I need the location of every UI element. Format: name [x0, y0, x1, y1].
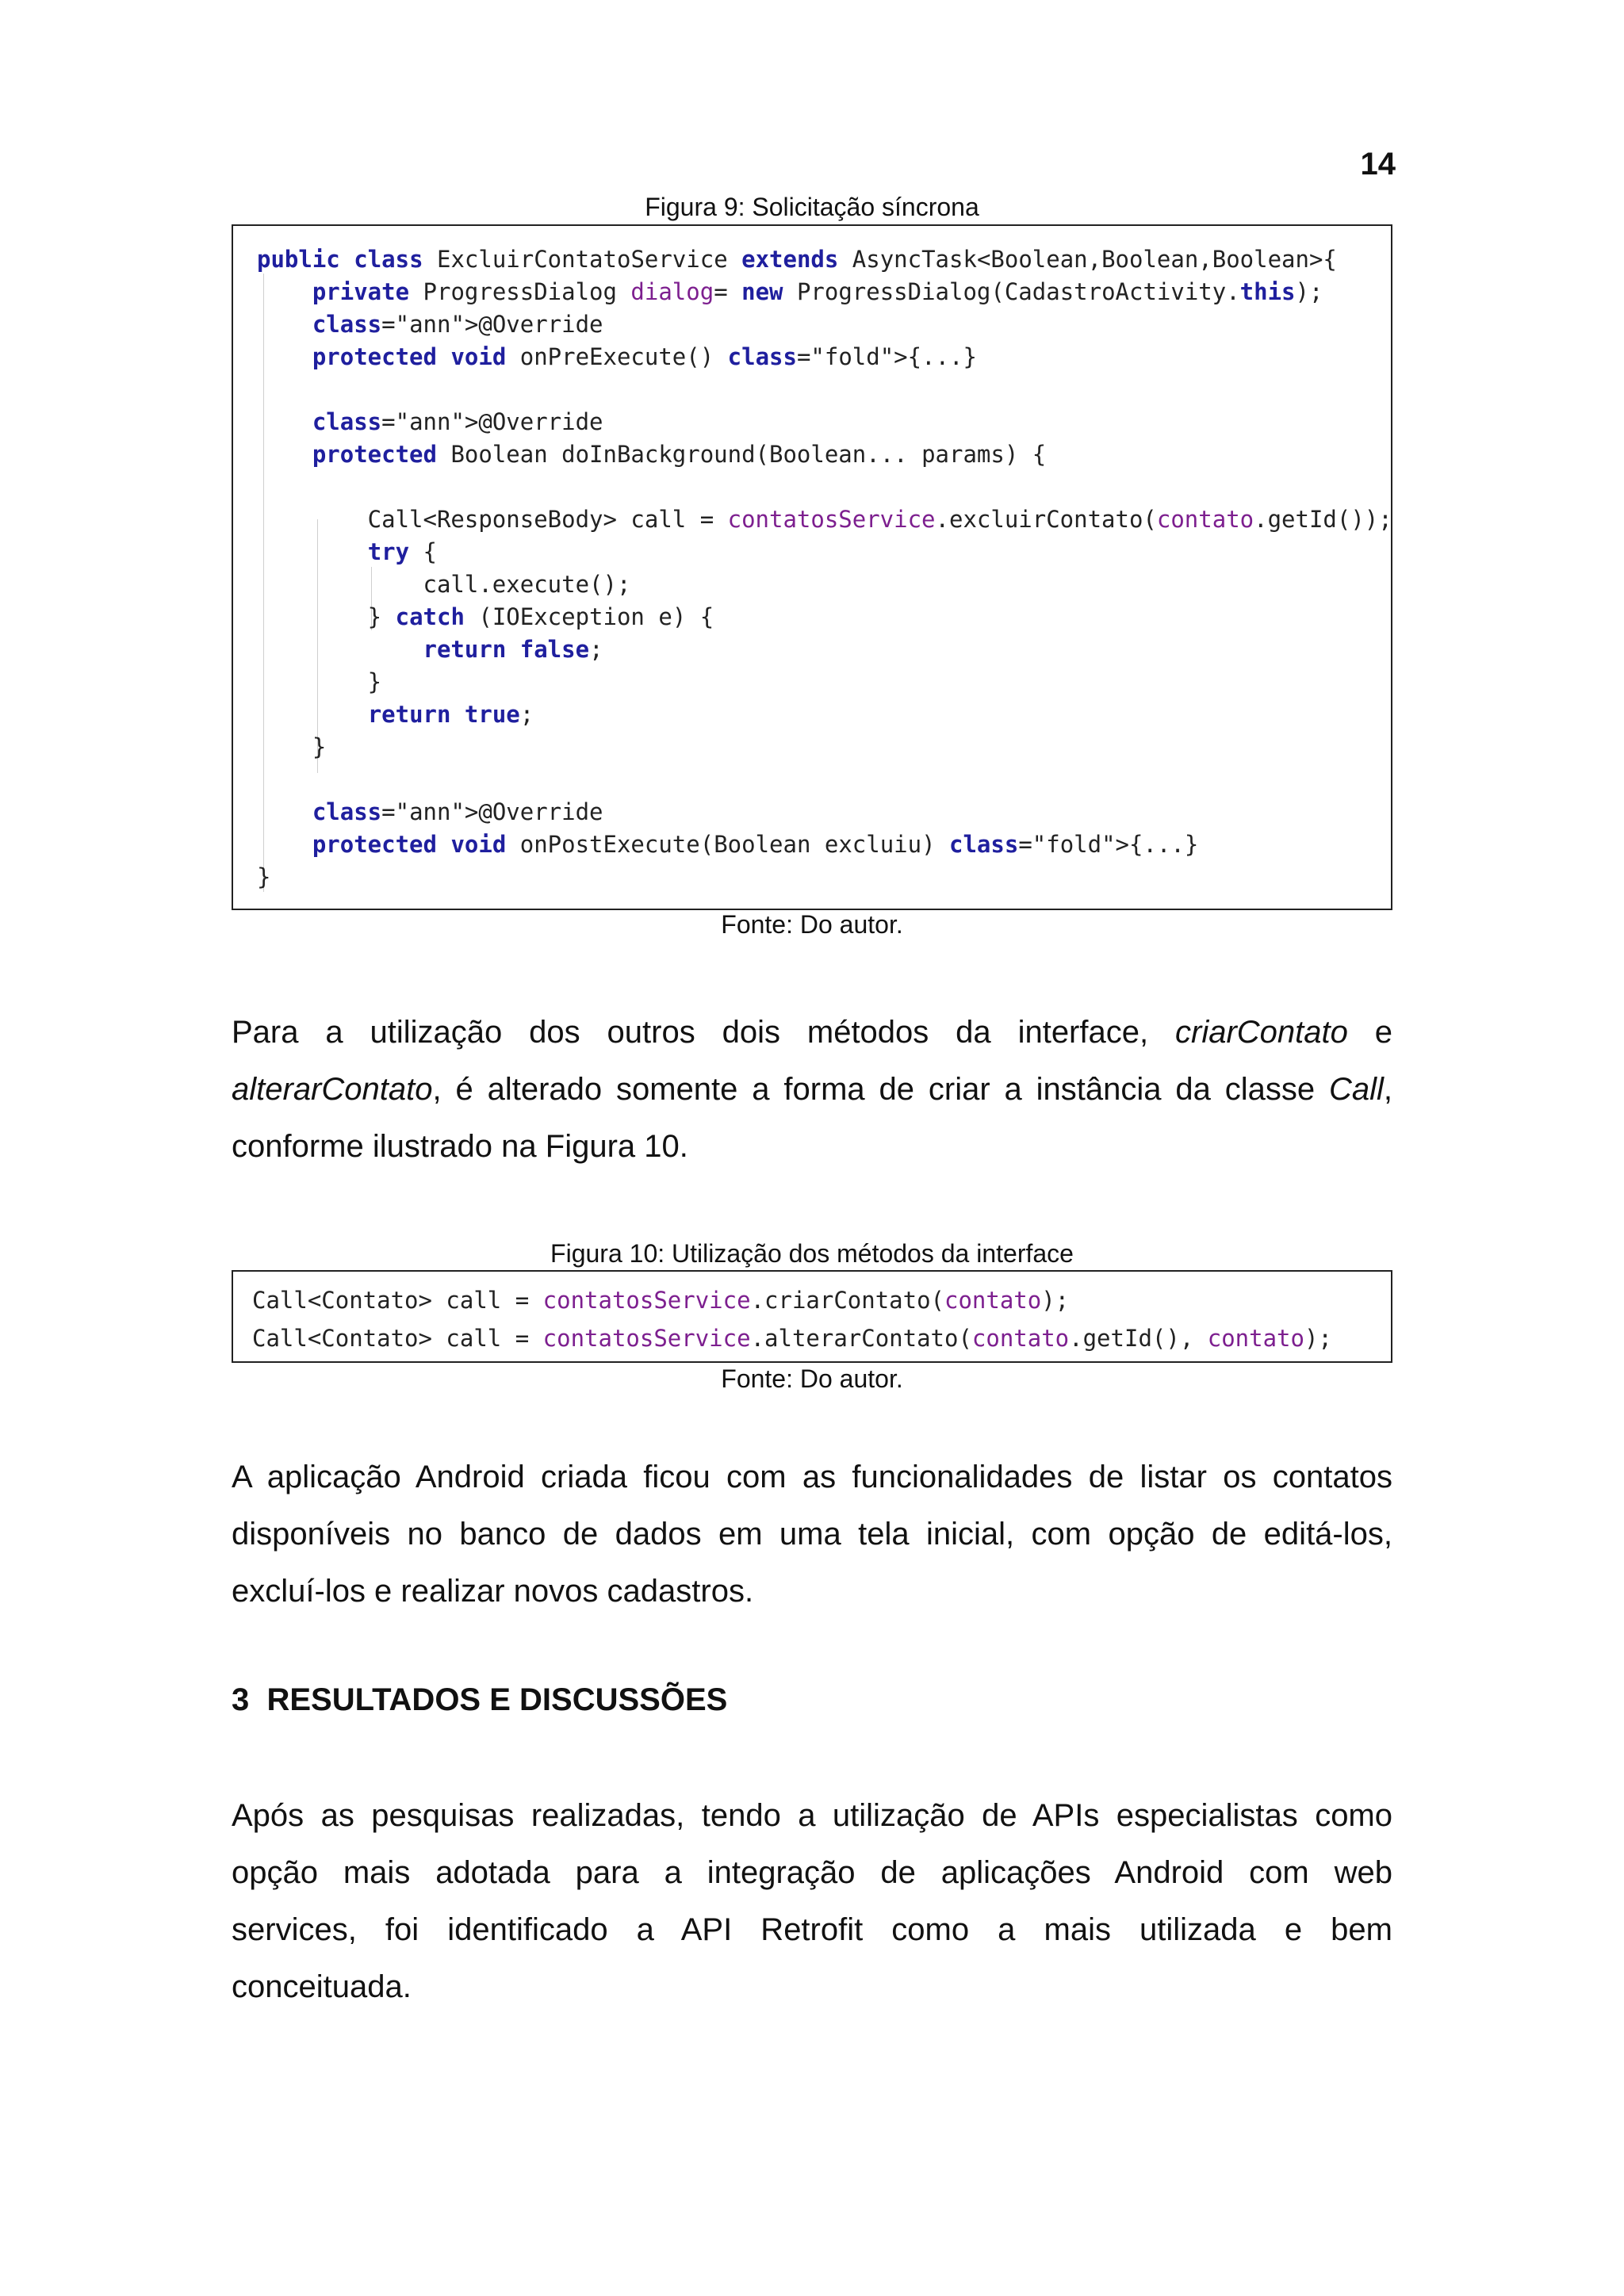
paragraph-1-line: Para a utilização dos outros dois métodos da interface, criarContato e [232, 1015, 1393, 1050]
figure-9-code-line: class="ann">@Override [312, 798, 603, 825]
figure-10-code-line: Call<Contato> call = contatosService.alterarContato(contato.getId(), contato); [252, 1325, 1332, 1352]
page-number: 14 [1360, 147, 1396, 182]
figure-9-code-block [232, 224, 1392, 910]
figure-9-code-line: } catch (IOException e) { [257, 603, 714, 630]
figure-9-caption: Figura 9: Solicitação síncrona [645, 193, 979, 221]
figure-9-code-line: return true; [367, 701, 534, 728]
figure-9-code-line: class="ann">@Override [312, 311, 603, 338]
figure-9-code [257, 243, 1392, 894]
figure-9-code-line: return false; [423, 636, 603, 663]
figure-10-source: Fonte: Do autor. [721, 1364, 903, 1393]
figure-9-code-line: call.execute(); [257, 571, 631, 598]
paragraph-3-line: services, foi identificado a API Retrofit como a mais utilizada e bem [232, 1912, 1392, 1947]
figure-9-code-line: protected void onPostExecute(Boolean excluiu) class="fold">{...} [312, 831, 1199, 858]
figure-9-source: Fonte: Do autor. [721, 910, 903, 939]
figure-10-caption: Figura 10: Utilização dos métodos da interface [550, 1239, 1074, 1268]
paragraph-2-line: excluí-los e realizar novos cadastros. [232, 1574, 754, 1609]
figure-10-code [252, 1281, 1332, 1357]
figure-10-code-line: Call<Contato> call = contatosService.criarContato(contato); [252, 1287, 1070, 1314]
paragraph-2 [232, 1448, 1392, 1620]
figure-9-code-line: protected void onPreExecute() class="fold">{...} [312, 343, 977, 370]
paragraph-3 [232, 1787, 1392, 2015]
paragraph-3-line: Após as pesquisas realizadas, tendo a utilização de APIs especialistas como [232, 1798, 1392, 1833]
figure-9-code-line: } [257, 863, 271, 890]
figure-9-code-line: protected Boolean doInBackground(Boolean... params) { [312, 441, 1047, 468]
figure-9-code-line: try { [367, 538, 437, 565]
paragraph-1-line: alterarContato, é alterado somente a forma de criar a instância da classe Call, [232, 1072, 1392, 1107]
paragraph-2-line: A aplicação Android criada ficou com as funcionalidades de listar os contatos [232, 1460, 1392, 1494]
section-title: RESULTADOS E DISCUSSÕES [266, 1682, 728, 1717]
paragraph-1-line: conforme ilustrado na Figura 10. [232, 1129, 688, 1164]
figure-10-code-block [232, 1270, 1392, 1363]
paragraph-2-line: disponíveis no banco de dados em uma tela inicial, com opção de editá-los, [232, 1517, 1392, 1552]
figure-9-code-line: Call<ResponseBody> call = contatosService.excluirContato(contato.getId()); [257, 506, 1392, 533]
paragraph-3-line: conceituada. [232, 1969, 412, 2004]
figure-9-code-line [257, 373, 1392, 406]
figure-9-code-line: } [257, 733, 327, 760]
section-number: 3 [232, 1682, 250, 1717]
figure-9-code-line: class="ann">@Override [312, 408, 603, 435]
section-heading [232, 1682, 727, 1718]
paragraph-1 [232, 1004, 1392, 1175]
figure-9-code-line [257, 763, 1392, 796]
figure-9-code-line: } [257, 668, 382, 695]
figure-9-code-line [257, 471, 1392, 503]
paragraph-3-line: opção mais adotada para a integração de aplicações Android com web [232, 1855, 1392, 1890]
figure-9-code-line: public class ExcluirContatoService extends AsyncTask<Boolean,Boolean,Boolean>{ [257, 246, 1337, 273]
figure-9-code-line: private ProgressDialog dialog= new ProgressDialog(CadastroActivity.this); [312, 278, 1323, 305]
